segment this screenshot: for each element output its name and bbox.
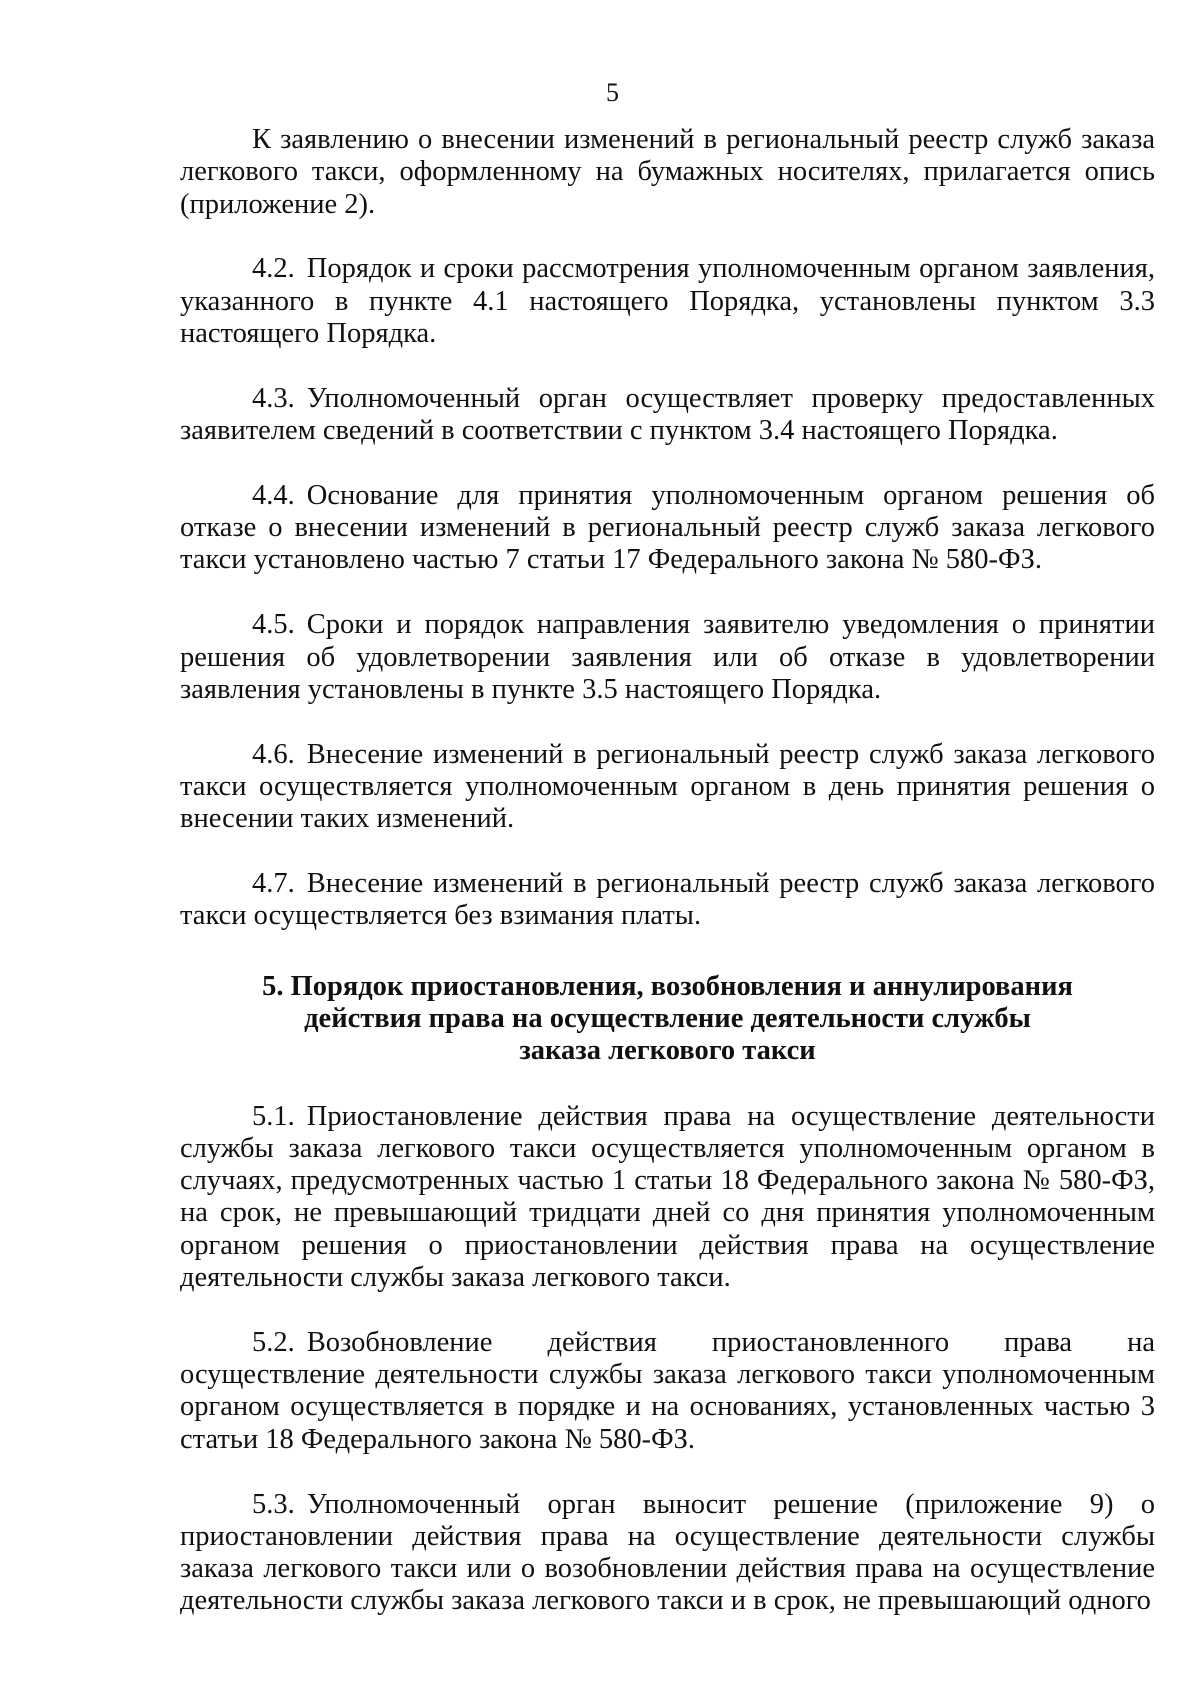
clause-text: Внесение изменений в региональный реестр служб заказа легкового такси осуществляется уполномоченным органом в день принятия решения о внесении таких изменений. (180, 738, 1155, 835)
clause-text: Возобновление действия приостановленного права на осуществление деятельности службы заказа легкового такси уполномоченным органом осуществляется в порядке и на основаниях, установленных частью 3 статьи 18 Федерального закона № 580-ФЗ. (180, 1326, 1155, 1455)
clause-number: 5.3. (252, 1488, 295, 1520)
clause-4-3 (180, 383, 1155, 448)
clause-number: 5.2. (252, 1326, 295, 1358)
document-body (180, 124, 1155, 1618)
clause-4-7 (180, 868, 1155, 933)
clause-5-3 (180, 1489, 1155, 1618)
paragraph-attachment-inventory (180, 124, 1155, 221)
clause-number: 4.3. (252, 382, 295, 414)
section-5-heading (180, 971, 1155, 1068)
clause-text: Внесение изменений в региональный реестр служб заказа легкового такси осуществляется без взимания платы. (180, 868, 1155, 932)
clause-number: 4.5. (252, 609, 295, 641)
clause-5-1 (180, 1101, 1155, 1295)
clause-4-5 (180, 609, 1155, 706)
clause-4-2 (180, 253, 1155, 350)
clause-text: Уполномоченный орган осуществляет проверку предоставленных заявителем сведений в соответствии с пунктом 3.4 настоящего Порядка. (180, 382, 1155, 447)
clause-4-6 (180, 739, 1155, 836)
clause-4-4 (180, 480, 1155, 577)
clause-number: 4.4. (252, 479, 295, 511)
heading-line: 5. Порядок приостановления, возобновления и аннулирования (262, 970, 1073, 1002)
heading-line: заказа легкового такси (519, 1035, 816, 1067)
clause-text: Приостановление действия права на осуществление деятельности службы заказа легкового такси осуществляется уполномоченным органом в случаях, предусмотренных частью 1 статьи 18 Федерального закона № 580-ФЗ, на срок, не превышающий тридцати дней со дня принятия уполномоченным органом решения о приостановлении действия права на осуществление деятельности службы заказа легкового такси. (180, 1100, 1155, 1294)
clause-number: 4.6. (252, 738, 295, 770)
clause-number: 5.1. (252, 1100, 295, 1132)
clause-number: 4.7. (252, 868, 295, 900)
clause-number: 4.2. (252, 253, 295, 285)
clause-text: Основание для принятия уполномоченным органом решения об отказе о внесении изменений в региональный реестр служб заказа легкового такси установлено частью 7 статьи 17 Федерального закона № 580-ФЗ. (180, 479, 1155, 576)
heading-line: действия права на осуществление деятельности службы (304, 1002, 1031, 1034)
page-number: 5 (606, 78, 619, 107)
clause-text: Порядок и сроки рассмотрения уполномоченным органом заявления, указанного в пункте 4.1 настоящего Порядка, установлены пунктом 3.3 настоящего Порядка. (180, 253, 1155, 349)
clause-5-2 (180, 1327, 1155, 1456)
paragraph-text: К заявлению о внесении изменений в региональный реестр служб заказа легкового такси, оформленному на бумажных носителях, прилагается опись (приложение 2). (180, 124, 1155, 220)
clause-text: Сроки и порядок направления заявителю уведомления о принятии решения об удовлетворении заявления или об отказе в удовлетворении заявления установлены в пункте 3.5 настоящего Порядка. (180, 609, 1155, 705)
clause-text: Уполномоченный орган выносит решение (приложение 9) о приостановлении действия права на осуществление деятельности службы заказа легкового такси или о возобновлении действия права на осуществление деятельности службы заказа легкового такси и в срок, не превышающий одного (180, 1488, 1155, 1617)
